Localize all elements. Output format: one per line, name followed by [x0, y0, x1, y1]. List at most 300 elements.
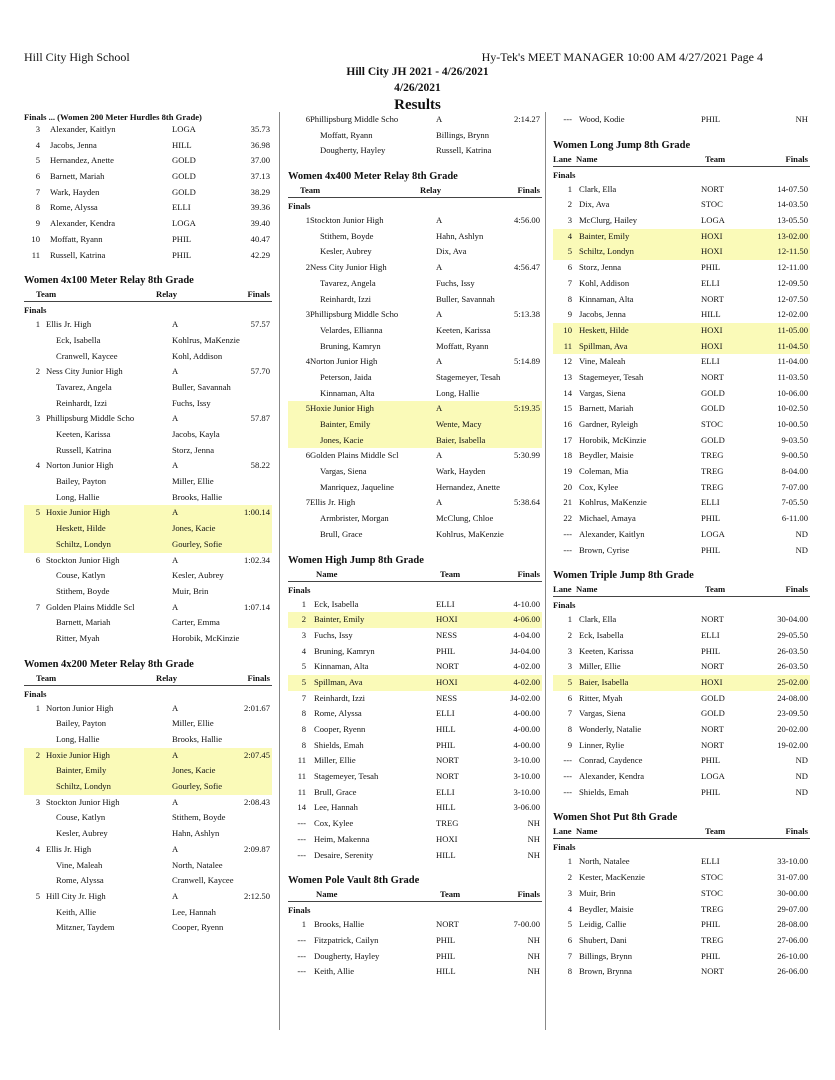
athlete-name: Fuchs, Issy	[314, 629, 353, 640]
athlete-name: Brown, Brynna	[579, 966, 632, 977]
athlete-name: Long, Hallie	[56, 491, 100, 502]
table-row	[553, 785, 810, 801]
table-row	[553, 706, 810, 722]
mark: 7-07.00	[781, 481, 808, 492]
mark: 31-07.00	[777, 872, 808, 883]
table-row	[24, 317, 272, 333]
place: ---	[563, 755, 572, 766]
athlete-name: Jacobs, Jenna	[50, 139, 97, 150]
mark: 39.40	[250, 218, 270, 229]
athlete-name: Vine, Maleah	[56, 859, 103, 870]
mark: 4-04.00	[513, 629, 540, 640]
place: 9	[35, 218, 40, 229]
team-code: NORT	[436, 661, 459, 672]
athlete-name: Long, Hallie	[56, 734, 100, 744]
mark: 9-03.50	[781, 434, 808, 445]
place: ---	[563, 114, 572, 124]
column-header	[553, 151, 810, 167]
header-relay: Relay	[156, 289, 178, 300]
place: 18	[563, 450, 572, 461]
athlete-name: Tavarez, Angela	[56, 381, 112, 392]
table-row	[288, 722, 542, 738]
athlete-name: Moffatt, Ryann	[436, 340, 489, 351]
team-code: TREG	[701, 903, 724, 914]
header-team: Team	[36, 289, 57, 300]
relay-members-row	[288, 339, 542, 355]
round-label: Finals	[553, 600, 576, 611]
place: 3	[567, 215, 572, 226]
relay-letter: A	[436, 403, 443, 414]
relay-letter: A	[172, 554, 179, 565]
team-code: TREG	[701, 934, 724, 945]
table-row	[288, 800, 542, 816]
athlete-name: Shields, Emah	[579, 786, 629, 797]
team-code: LOGA	[701, 528, 725, 539]
table-row	[288, 691, 542, 707]
mark: 10-06.00	[777, 387, 808, 398]
team-code: NORT	[701, 724, 724, 734]
athlete-name: Armbrister, Morgan	[320, 513, 389, 524]
place: ---	[297, 818, 306, 829]
table-row	[24, 248, 272, 264]
place: 9	[567, 309, 572, 320]
team-code: GOLD	[172, 155, 196, 166]
athlete-name: Storz, Jenna	[579, 262, 622, 273]
table-row	[288, 917, 542, 933]
place: 17	[563, 434, 572, 445]
place: 1	[567, 856, 572, 867]
athlete-name: Kinnaman, Alta	[314, 661, 369, 672]
place: 3	[567, 661, 572, 672]
mark: 25-02.00	[777, 676, 808, 687]
team-code: ELLI	[436, 786, 455, 797]
athlete-name: Heskett, Hilde	[56, 523, 106, 534]
round-label: Finals	[24, 688, 47, 699]
athlete-name: Leidig, Callie	[579, 919, 627, 930]
team-code: PHIL	[701, 645, 721, 656]
athlete-name: Brull, Grace	[320, 528, 363, 539]
relay-members-row	[288, 323, 542, 339]
table-row	[24, 364, 272, 380]
athlete-name: Velardes, Ellianna	[320, 324, 383, 335]
header-team: Team	[440, 889, 461, 900]
place: 2	[305, 262, 310, 273]
team-code: PHIL	[436, 739, 456, 750]
athlete-name: Wonderly, Natalie	[579, 724, 642, 734]
place: 4	[35, 139, 40, 150]
athlete-name: Alexander, Kendra	[50, 218, 116, 229]
athlete-name: Reinhardt, Izzi	[314, 692, 366, 703]
mark: 13-05.50	[777, 215, 808, 226]
results-heading: Results	[394, 97, 441, 113]
team-code: PHIL	[701, 513, 721, 524]
table-row	[553, 480, 810, 496]
team-code: NORT	[436, 771, 459, 782]
place: ---	[563, 771, 572, 782]
mark: 2:08.43	[243, 796, 270, 807]
athlete-name: Fuchs, Issy	[172, 397, 211, 408]
section-title: Women 4x100 Meter Relay 8th Grade	[24, 275, 194, 287]
place: 7	[305, 497, 310, 508]
place: 1	[35, 702, 40, 713]
table-row	[553, 933, 810, 949]
athlete-name: Cooper, Ryenn	[172, 922, 224, 933]
round-label: Finals	[553, 842, 576, 853]
table-row	[288, 832, 542, 848]
athlete-name: Bainter, Emily	[320, 419, 371, 429]
mark: 5:38.64	[513, 497, 540, 508]
place: 6	[305, 450, 310, 461]
relay-members-row	[288, 480, 542, 496]
athlete-name: Kohl, Addison	[172, 350, 223, 361]
athlete-name: Gourley, Sofie	[172, 781, 223, 792]
athlete-name: North, Natalee	[579, 856, 630, 867]
athlete-name: Buller, Savannah	[436, 293, 495, 304]
relay-letter: A	[172, 460, 179, 471]
table-row	[553, 197, 810, 213]
table-row	[553, 323, 810, 339]
table-row	[24, 200, 272, 216]
mark: 40.47	[250, 233, 270, 244]
athlete-name: Keith, Allie	[56, 906, 97, 917]
table-row	[24, 795, 272, 811]
athlete-name: Ritter, Myah	[579, 692, 623, 703]
team-code: NORT	[701, 661, 724, 672]
mark: 4-00.00	[513, 724, 540, 734]
table-row	[24, 153, 272, 169]
athlete-name: Tavarez, Angela	[320, 277, 376, 288]
mark: 20-02.00	[777, 724, 808, 734]
team-code: GOLD	[701, 708, 725, 719]
team-code: HILL	[436, 849, 456, 860]
athlete-name: Wente, Macy	[436, 419, 482, 429]
relay-team: Norton Junior High	[46, 702, 114, 713]
athlete-name: Kohl, Addison	[579, 277, 630, 288]
mark: 4-00.00	[513, 739, 540, 750]
relay-team: Stockton Junior High	[46, 554, 120, 565]
place: 22	[563, 513, 572, 524]
athlete-name: North, Natalee	[172, 859, 223, 870]
place: 3	[35, 124, 40, 134]
athlete-name: Muir, Brin	[579, 887, 616, 898]
header-relay: Relay	[420, 185, 442, 196]
table-row	[24, 842, 272, 858]
mark: 38.29	[250, 186, 270, 197]
team-code: GOLD	[701, 434, 725, 445]
mark: 4-00.00	[513, 708, 540, 719]
athlete-name: Bainter, Emily	[56, 765, 107, 776]
athlete-name: Couse, Katlyn	[56, 812, 106, 823]
team-code: PHIL	[436, 950, 456, 961]
header-lane: Lane	[553, 153, 572, 164]
header-name: Name	[576, 153, 598, 164]
team-code: ELLI	[701, 356, 720, 367]
mark: 11-04.00	[777, 356, 808, 367]
athlete-name: Jacobs, Jenna	[579, 309, 626, 320]
table-row	[288, 260, 542, 276]
place: 15	[563, 403, 572, 414]
relay-members-row	[24, 568, 272, 584]
table-row	[553, 244, 810, 260]
mark: 1:02.34	[243, 554, 270, 565]
athlete-name: Billings, Brynn	[579, 950, 633, 961]
table-row	[553, 949, 810, 965]
column-middle	[288, 112, 542, 980]
athlete-name: Coleman, Mia	[579, 466, 629, 477]
athlete-name: Miller, Ellie	[172, 718, 214, 729]
athlete-name: Beydler, Maisie	[579, 903, 634, 914]
relay-members-row	[24, 732, 272, 748]
mark: 1:00.14	[243, 507, 270, 518]
relay-members-row	[24, 631, 272, 647]
athlete-name: Ritter, Myah	[56, 632, 100, 643]
relay-members-row	[24, 396, 272, 412]
athlete-name: Heim, Makenna	[314, 833, 370, 844]
mark: 28-08.00	[777, 919, 808, 930]
athlete-name: Long, Hallie	[436, 387, 480, 398]
mark: 23-09.50	[777, 708, 808, 719]
relay-members-row	[288, 292, 542, 308]
header-team: Team	[705, 153, 726, 164]
athlete-name: Stithem, Boyde	[172, 812, 226, 823]
place: ---	[297, 950, 306, 961]
athlete-name: Lee, Hannah	[172, 906, 216, 917]
table-row	[553, 401, 810, 417]
athlete-name: Keeten, Karissa	[579, 645, 634, 656]
athlete-name: Keith, Allie	[314, 966, 355, 977]
header-finals: Finals	[247, 672, 270, 683]
athlete-name: Gourley, Sofie	[172, 538, 223, 549]
team-code: HILL	[436, 724, 456, 734]
team-code: ELLI	[701, 856, 720, 867]
athlete-name: Bailey, Payton	[56, 718, 107, 729]
athlete-name: Dougherty, Hayley	[314, 950, 380, 961]
place: 2	[35, 366, 40, 377]
column-divider	[545, 112, 546, 1030]
place: 8	[567, 293, 572, 304]
table-row	[288, 495, 542, 511]
header-finals: Finals	[517, 568, 540, 579]
athlete-name: Rome, Alyssa	[56, 875, 104, 886]
mark: NH	[527, 818, 540, 829]
athlete-name: Spillman, Ava	[314, 676, 363, 687]
table-row	[288, 933, 542, 949]
athlete-name: Bruning, Kamryn	[320, 340, 381, 351]
team-code: PHIL	[436, 645, 456, 656]
mark: 11-04.50	[777, 340, 808, 351]
athlete-name: Kesler, Aubrey	[56, 828, 108, 839]
place: 2	[567, 199, 572, 210]
section-title: Women High Jump 8th Grade	[288, 554, 424, 566]
athlete-name: Bainter, Emily	[579, 230, 630, 241]
mark: 11-03.50	[777, 371, 808, 382]
relay-members-row	[24, 716, 272, 732]
relay-team: Stockton Junior High	[46, 796, 120, 807]
athlete-name: Desaire, Serenity	[314, 849, 374, 860]
table-row	[288, 354, 542, 370]
mark: 14-07.50	[777, 183, 808, 194]
athlete-name: Brull, Grace	[314, 786, 357, 797]
relay-letter: A	[172, 507, 179, 518]
section-title: Women Triple Jump 8th Grade	[553, 570, 694, 582]
team-code: HOXI	[701, 340, 723, 351]
table-row	[553, 511, 810, 527]
team-code: GOLD	[701, 403, 725, 414]
athlete-name: Horobik, McKinzie	[579, 434, 647, 445]
relay-letter: A	[172, 843, 179, 854]
mark: 29-05.50	[777, 629, 808, 640]
table-row	[553, 182, 810, 198]
mark: 4-06.00	[513, 614, 540, 625]
place: 7	[301, 692, 306, 703]
athlete-name: Cox, Kylee	[579, 481, 619, 492]
mark: 37.13	[250, 171, 270, 182]
relay-members-row	[288, 417, 542, 433]
relay-letter: A	[436, 450, 443, 461]
mark: 12-07.50	[777, 293, 808, 304]
place: 6	[305, 114, 310, 124]
athlete-name: Peterson, Jaida	[320, 371, 372, 382]
mark: 4:56.47	[513, 262, 540, 273]
relay-team: Ellis Jr. High	[310, 497, 356, 508]
relay-members-row	[24, 584, 272, 600]
athlete-name: Brown, Cyrise	[579, 544, 630, 555]
athlete-name: Alexander, Kaitlyn	[579, 528, 645, 539]
relay-letter: A	[436, 356, 443, 367]
mark: 5:30.99	[513, 450, 540, 461]
athlete-name: Rome, Alyssa	[314, 708, 362, 719]
mark: 35.73	[250, 124, 270, 134]
table-row	[288, 307, 542, 323]
section-title: Women 4x200 Meter Relay 8th Grade	[24, 658, 194, 670]
mark: NH	[795, 114, 808, 124]
table-row	[288, 213, 542, 229]
athlete-name: Gardner, Ryleigh	[579, 419, 638, 429]
relay-letter: A	[172, 601, 179, 612]
table-row	[553, 448, 810, 464]
header-finals: Finals	[785, 826, 808, 837]
place: 7	[567, 950, 572, 961]
athlete-name: Cranwell, Kaycee	[172, 875, 234, 886]
relay-letter: A	[436, 114, 443, 124]
mark: 3-06.00	[513, 802, 540, 813]
mark: ND	[795, 771, 808, 782]
athlete-name: Jones, Kacie	[172, 523, 216, 534]
mark: 8-04.00	[781, 466, 808, 477]
relay-members-row	[24, 763, 272, 779]
athlete-name: Vargas, Siena	[320, 466, 367, 477]
athlete-name: Alexander, Kaitlyn	[50, 124, 116, 134]
athlete-name: Manriquez, Jaqueline	[320, 481, 394, 492]
team-code: LOGA	[701, 771, 725, 782]
mark: J4-04.00	[510, 645, 540, 656]
table-row	[553, 527, 810, 543]
team-code: NORT	[701, 371, 724, 382]
team-code: TREG	[701, 481, 724, 492]
team-code: HOXI	[701, 324, 723, 335]
athlete-name: Eck, Isabella	[56, 334, 101, 345]
athlete-name: Cranwell, Kaycee	[56, 350, 118, 361]
mark: 12-11.50	[777, 246, 808, 257]
place: 10	[31, 233, 40, 244]
round-label: Finals	[288, 201, 311, 212]
mark: 30-00.00	[777, 887, 808, 898]
athlete-name: Kesler, Aubrey	[172, 570, 224, 581]
relay-team: Ness City Junior High	[46, 366, 123, 377]
table-row	[553, 292, 810, 308]
athlete-name: Clark, Ella	[579, 183, 617, 194]
team-code: STOC	[701, 872, 723, 883]
table-row	[288, 112, 542, 128]
mark: NH	[527, 849, 540, 860]
relay-team: Stockton Junior High	[310, 215, 384, 226]
athlete-name: Stagemeyer, Tesah	[436, 371, 501, 382]
athlete-name: Shubert, Dani	[579, 934, 627, 945]
relay-team: Golden Plains Middle Scl	[310, 450, 399, 461]
relay-team: Phillipsburg Middle Scho	[310, 309, 399, 320]
column-header	[24, 670, 272, 686]
table-row	[288, 448, 542, 464]
athlete-name: Alexander, Kendra	[579, 771, 645, 782]
place: 6	[567, 934, 572, 945]
team-code: NORT	[701, 614, 724, 625]
place: 5	[567, 246, 572, 257]
round-label: Finals	[553, 169, 576, 180]
column-header	[553, 823, 810, 839]
relay-letter: A	[172, 749, 179, 760]
table-row	[24, 169, 272, 185]
relay-letter: A	[172, 702, 179, 713]
table-row	[553, 112, 810, 128]
relay-team: Norton Junior High	[310, 356, 378, 367]
athlete-name: Rome, Alyssa	[50, 202, 98, 213]
athlete-name: Lee, Hannah	[314, 802, 358, 813]
team-code: NESS	[436, 629, 458, 640]
mark: 5:13.38	[513, 309, 540, 320]
header-team: Team	[705, 584, 726, 595]
relay-team: Hill City Jr. High	[46, 890, 106, 901]
athlete-name: Billings, Brynn	[436, 129, 490, 140]
table-row	[553, 659, 810, 675]
athlete-name: Heskett, Hilde	[579, 324, 629, 335]
place: 4	[35, 460, 40, 471]
place: 11	[563, 340, 572, 351]
athlete-name: Vargas, Siena	[579, 708, 626, 719]
athlete-name: Kohlrus, MaKenzie	[436, 528, 504, 539]
table-row	[24, 185, 272, 201]
mark: 39.36	[250, 202, 270, 213]
athlete-name: Barnett, Mariah	[50, 171, 105, 182]
relay-members-row	[24, 443, 272, 459]
athlete-name: Russell, Katrina	[436, 145, 492, 156]
athlete-name: Stithem, Boyde	[56, 585, 110, 596]
header-name: Name	[576, 584, 598, 595]
relay-members-row	[288, 143, 542, 159]
relay-letter: A	[172, 890, 179, 901]
athlete-name: Kohlrus, MaKenzie	[579, 497, 647, 508]
athlete-name: Shields, Emah	[314, 739, 364, 750]
team-code: NORT	[701, 739, 724, 750]
athlete-name: Bruning, Kamryn	[314, 645, 375, 656]
header-team: Team	[36, 672, 57, 683]
column-right	[553, 112, 810, 980]
athlete-name: Dougherty, Hayley	[320, 145, 386, 156]
mark: 29-07.00	[777, 903, 808, 914]
place: 8	[35, 202, 40, 213]
team-code: GOLD	[701, 692, 725, 703]
athlete-name: Couse, Katlyn	[56, 570, 106, 581]
table-row	[288, 753, 542, 769]
